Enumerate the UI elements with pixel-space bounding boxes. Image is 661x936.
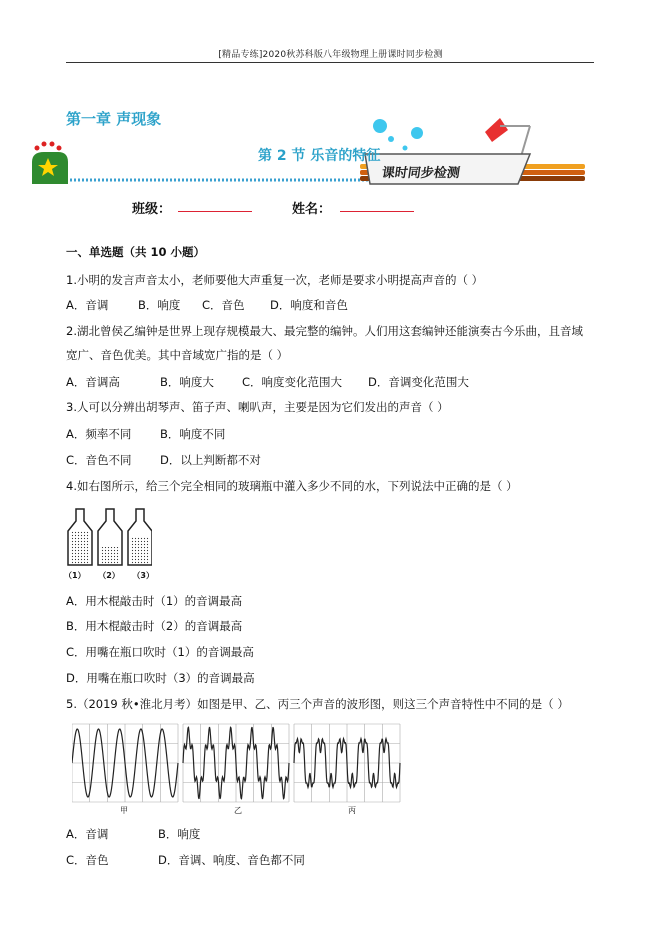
header-divider — [66, 62, 594, 63]
bottle-label-2: （2） — [98, 571, 120, 580]
class-blank[interactable] — [178, 211, 252, 212]
bottle-label-1: （1） — [64, 571, 86, 580]
waveform-panel-3 — [294, 724, 400, 802]
lamp-icon — [485, 118, 508, 142]
question-5-options-row2 — [66, 853, 305, 867]
banner-tag: 课时同步检测 — [380, 166, 461, 181]
bottle-3-icon — [128, 509, 152, 565]
q4-option-d[interactable]: D．用嘴在瓶口吹时（3）的音调最高 — [66, 671, 255, 685]
question-5-stem: 5.（2019 秋•淮北月考）如图是甲、乙、丙三个声音的波形图，则这三个声音特性中不同的是（ ） — [66, 697, 569, 711]
q1-option-a[interactable]: A．音调 — [66, 298, 109, 312]
wave-label-1: 甲 — [120, 806, 128, 815]
question-1-stem: 1.小明的发言声音太小，老师要他大声重复一次，老师是要求小明提高声音的（ ） — [66, 273, 484, 287]
q3-option-a[interactable]: A．频率不同 — [66, 427, 132, 441]
q2-option-a[interactable]: A．音调高 — [66, 375, 120, 389]
class-label: 班级： — [132, 202, 172, 217]
question-4-stem: 4.如右图所示，给三个完全相同的玻璃瓶中灌入多少不同的水，下列说法中正确的是（ ） — [66, 479, 518, 493]
question-2-options — [66, 375, 469, 389]
chapter-title: 第一章 声现象 — [66, 110, 162, 128]
q1-option-c[interactable]: C．音色 — [202, 298, 245, 312]
bottles-labels — [64, 570, 154, 581]
q5-option-b[interactable]: B．响度 — [158, 827, 201, 841]
dot-icon — [35, 146, 40, 151]
q3-option-b[interactable]: B．响度不同 — [160, 427, 226, 441]
wave-label-2: 乙 — [234, 806, 242, 815]
wave-label-3: 丙 — [348, 806, 356, 815]
bottle-2-icon — [98, 509, 122, 565]
q4-option-c[interactable]: C．用嘴在瓶口吹时（1）的音调最高 — [66, 645, 254, 659]
q1-option-b[interactable]: B．响度 — [138, 298, 181, 312]
question-section-title: 一、单选题（共 10 小题） — [66, 245, 206, 259]
question-3-stem: 3.人可以分辨出胡琴声、笛子声、喇叭声，主要是因为它们发出的声音（ ） — [66, 400, 449, 414]
q2-option-d[interactable]: D．音调变化范围大 — [368, 375, 469, 389]
question-1-options — [66, 298, 348, 312]
q3-option-c[interactable]: C．音色不同 — [66, 453, 132, 467]
question-3-options-row1 — [66, 427, 225, 441]
name-label: 姓名： — [292, 202, 332, 217]
waveform-panel-2 — [183, 724, 289, 802]
q1-option-d[interactable]: D．响度和音色 — [270, 298, 348, 312]
q3-option-d[interactable]: D．以上判断都不对 — [160, 453, 261, 467]
bottle-label-3: （3） — [132, 571, 154, 580]
waveform-panel-1 — [72, 724, 178, 802]
q5-option-a[interactable]: A．音调 — [66, 827, 109, 841]
question-3-options-row2 — [66, 453, 261, 467]
question-5-options-row1 — [66, 827, 200, 841]
bubble-icon — [373, 119, 387, 133]
bottles-figure — [62, 507, 152, 569]
q5-option-c[interactable]: C．音色 — [66, 853, 109, 867]
q4-option-b[interactable]: B．用木棍敲击时（2）的音调最高 — [66, 619, 243, 633]
question-2-stem-line1: 2.湖北曾侯乙编钟是世界上现存规模最大、最完整的编钟。人们用这套编钟还能演奏古今乐曲，且音域 — [66, 324, 583, 338]
section-title: 第 2 节 乐音的特征 — [258, 148, 381, 164]
q2-option-b[interactable]: B．响度大 — [160, 375, 214, 389]
q5-option-d[interactable]: D．音调、响度、音色都不同 — [158, 853, 305, 867]
bottle-1-icon — [68, 509, 92, 565]
question-2-stem-line2: 宽广、音色优美。其中音域宽广指的是（ ） — [66, 348, 289, 362]
name-blank[interactable] — [340, 211, 414, 212]
page-header: [精品专练]2020秋苏科版八年级物理上册课时同步检测 — [218, 50, 443, 60]
waveforms-figure — [72, 722, 404, 816]
q2-option-c[interactable]: C．响度变化范围大 — [242, 375, 343, 389]
q4-option-a[interactable]: A．用木棍敲击时（1）的音调最高 — [66, 594, 243, 608]
